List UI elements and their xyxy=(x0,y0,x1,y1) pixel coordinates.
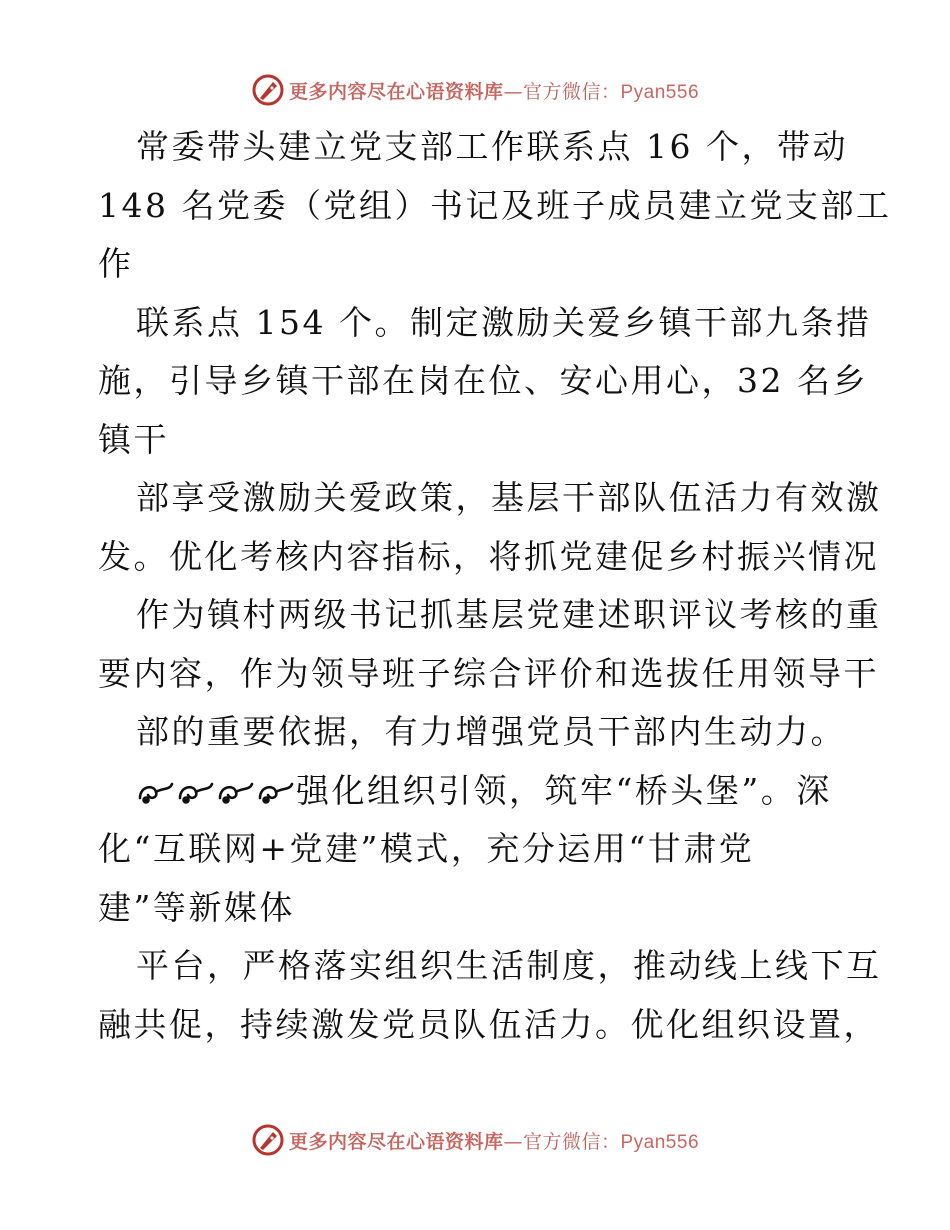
text-line: 联系点 154 个。制定激励关爱乡镇干部九条措 xyxy=(136,302,872,342)
text-line: 化“互联网+党建”模式，充分运用“甘肃党 xyxy=(98,829,755,868)
footer-site-name: 更多内容尽在心语资料库 xyxy=(288,1130,504,1153)
footer-separator: — xyxy=(503,1130,523,1153)
header-wechat-label: 官方微信： xyxy=(522,80,621,103)
header-separator: — xyxy=(503,80,523,103)
text-line: 发。优化考核内容指标，将抓党建促乡村振兴情况 xyxy=(98,536,879,576)
text-line: 建”等新媒体 xyxy=(98,887,295,927)
text-line: 作 xyxy=(98,244,134,283)
footer-wechat-id: Pyan556 xyxy=(620,1131,700,1153)
header-text xyxy=(289,77,699,104)
pen-nib-logo-icon xyxy=(251,73,285,107)
text-line: 要内容，作为领导班子综合评价和选拔任用领导干 xyxy=(98,653,879,693)
text-line-content: 强化组织引领，筑牢“桥头堡”。深 xyxy=(296,770,832,810)
text-line: 常委带头建立党支部工作联系点 16 个，带动 xyxy=(136,127,848,166)
text-line: 融共促，持续激发党员队伍活力。优化组织设置， xyxy=(98,1004,879,1044)
text-line: 作为镇村两级书记抓基层党建述职评议考核的重 xyxy=(136,595,882,634)
text-line: 施，引导乡镇干部在岗在位、安心用心，32 名乡 xyxy=(98,361,868,400)
text-line: 部的重要依据，有力增强党员干部内生动力。 xyxy=(136,712,846,751)
text-line: 部享受激励关爱政策，基层干部队伍活力有效激 xyxy=(136,478,882,517)
text-line: 148 名党委（党组）书记及班子成员建立党支部工 xyxy=(98,185,892,225)
header-wechat-id: Pyan556 xyxy=(620,81,700,103)
footer-text xyxy=(289,1127,699,1154)
text-line-with-ornament xyxy=(98,762,858,821)
header-site-name: 更多内容尽在心语资料库 xyxy=(288,80,504,103)
header-banner xyxy=(0,70,950,110)
footer-wechat-label: 官方微信： xyxy=(522,1130,621,1153)
pen-nib-logo-icon xyxy=(251,1123,285,1157)
fleuron-ornament-icon xyxy=(136,778,296,806)
text-line: 平台，严格落实组织生活制度，推动线上线下互 xyxy=(136,946,882,985)
text-line: 镇干 xyxy=(98,419,169,459)
footer-banner xyxy=(0,1120,950,1160)
document-body xyxy=(98,118,892,1054)
